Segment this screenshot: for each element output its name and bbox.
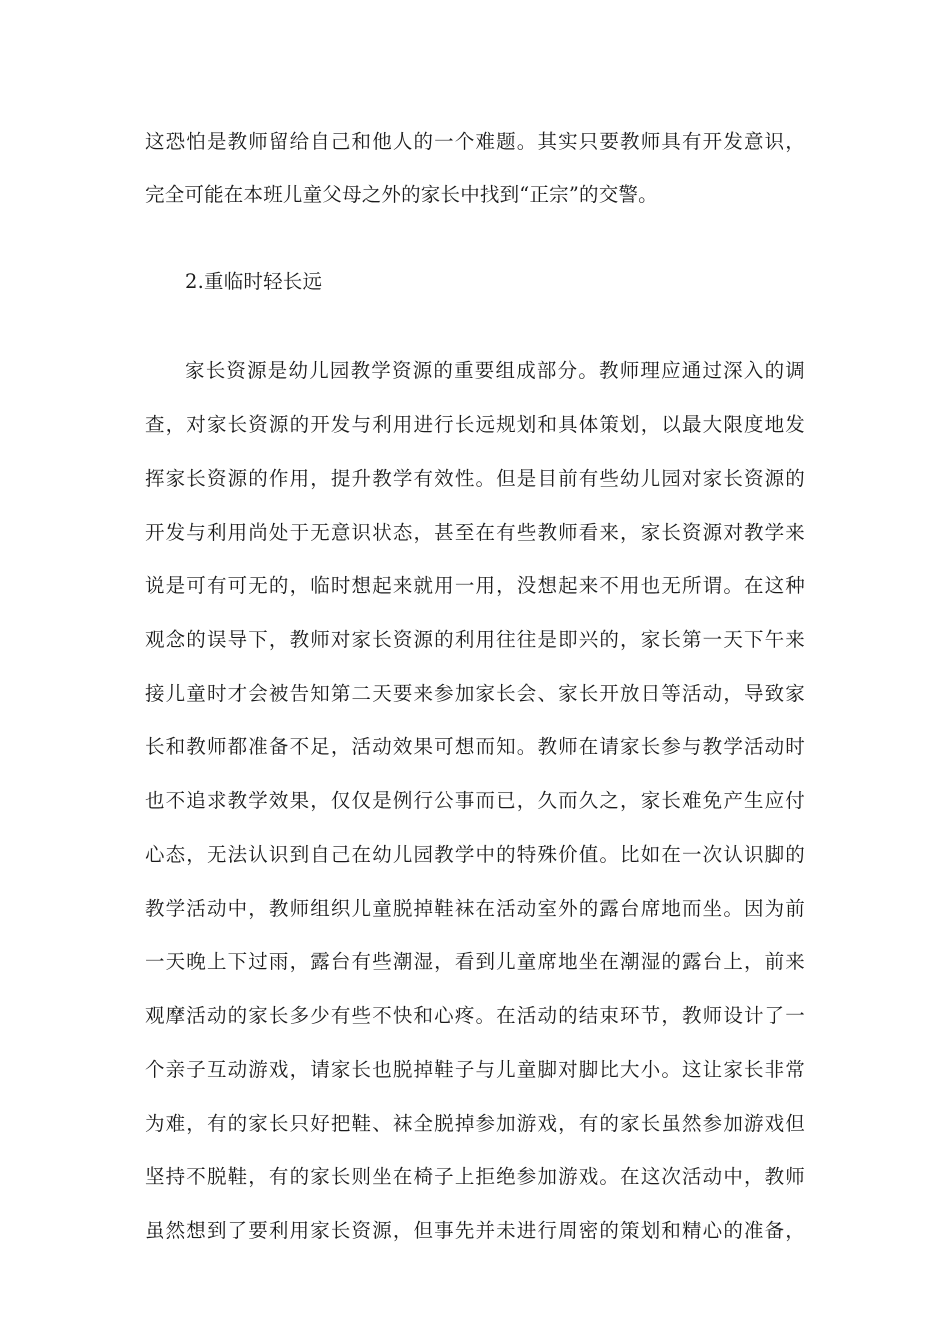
paragraph-2-line-4: 开发与利用尚处于无意识状态，甚至在有些教师看来，家长资源对教学来 bbox=[145, 521, 805, 544]
paragraph-2-line-6: 观念的误导下，教师对家长资源的利用往往是即兴的，家长第一天下午来 bbox=[145, 628, 805, 651]
paragraph-2-line-14: 个亲子互动游戏，请家长也脱掉鞋子与儿童脚对脚比大小。这让家长非常 bbox=[145, 1058, 805, 1081]
paragraph-2-line-11: 教学活动中，教师组织儿童脱掉鞋袜在活动室外的露台席地而坐。因为前 bbox=[145, 897, 805, 920]
paragraph-2-line-17: 虽然想到了要利用家长资源，但事先并未进行周密的策划和精心的准备， bbox=[145, 1219, 805, 1242]
paragraph-2-line-9: 也不追求教学效果，仅仅是例行公事而已，久而久之，家长难免产生应付 bbox=[145, 789, 805, 812]
paragraph-2-line-5: 说是可有可无的，临时想起来就用一用，没想起来不用也无所谓。在这种 bbox=[145, 574, 805, 597]
paragraph-2-line-10: 心态，无法认识到自己在幼儿园教学中的特殊价值。比如在一次认识脚的 bbox=[145, 843, 805, 866]
paragraph-1-line-2: 完全可能在本班儿童父母之外的家长中找到“正宗”的交警。 bbox=[145, 183, 658, 206]
paragraph-2-line-13: 观摩活动的家长多少有些不快和心疼。在活动的结束环节，教师设计了一 bbox=[145, 1004, 805, 1027]
section-heading: 2.重临时轻长远 bbox=[185, 270, 323, 293]
paragraph-2-line-3: 挥家长资源的作用，提升教学有效性。但是目前有些幼儿园对家长资源的 bbox=[145, 467, 805, 490]
paragraph-2-line-8: 长和教师都准备不足，活动效果可想而知。教师在请家长参与教学活动时 bbox=[145, 735, 805, 758]
paragraph-2-line-7: 接儿童时才会被告知第二天要来参加家长会、家长开放日等活动，导致家 bbox=[145, 682, 805, 705]
paragraph-2-line-2: 查，对家长资源的开发与利用进行长远规划和具体策划，以最大限度地发 bbox=[145, 413, 805, 436]
paragraph-2-line-12: 一天晚上下过雨，露台有些潮湿，看到儿童席地坐在潮湿的露台上，前来 bbox=[145, 950, 805, 973]
paragraph-2-line-16: 坚持不脱鞋，有的家长则坐在椅子上拒绝参加游戏。在这次活动中，教师 bbox=[145, 1165, 805, 1188]
paragraph-1-line-1: 这恐怕是教师留给自己和他人的一个难题。其实只要教师具有开发意识， bbox=[145, 130, 805, 153]
paragraph-2-line-15: 为难，有的家长只好把鞋、袜全脱掉参加游戏，有的家长虽然参加游戏但 bbox=[145, 1112, 805, 1135]
paragraph-2-line-1: 家长资源是幼儿园教学资源的重要组成部分。教师理应通过深入的调 bbox=[185, 359, 805, 382]
